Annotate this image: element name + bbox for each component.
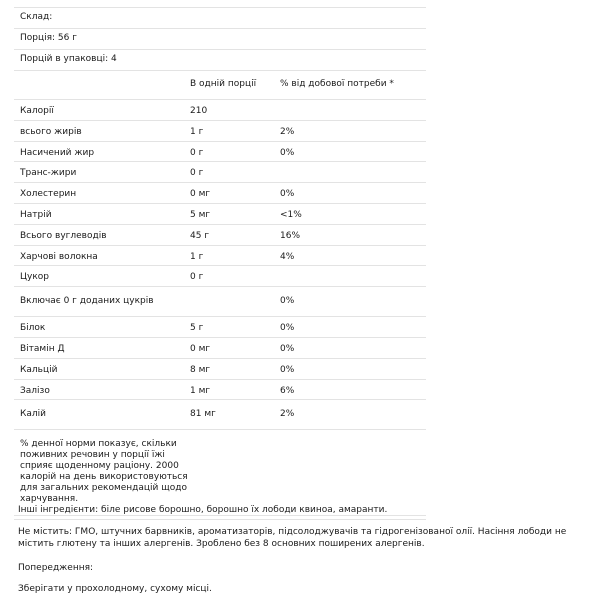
nutrient-daily-value: <1% bbox=[280, 209, 302, 220]
nutrient-row-calcium bbox=[14, 359, 426, 380]
nutrient-amount: 0 мг bbox=[190, 343, 211, 354]
daily-value-footnote: % денної норми показує, скільки поживних речовин у порції їжі сприяє щоденному раціону. 2000 калорій на день використовуються для загальних рекомендацій щодо харчування. bbox=[20, 439, 188, 505]
nutrient-row-total-fat bbox=[14, 121, 426, 142]
nutrient-row-total-carbohydrate bbox=[14, 225, 426, 246]
nutrient-name: Калорії bbox=[20, 106, 54, 116]
nutrient-amount: 1 г bbox=[190, 126, 204, 137]
nutrition-facts-table bbox=[14, 0, 426, 516]
nutrient-name: Натрій bbox=[20, 209, 52, 220]
nutrient-daily-value: 16% bbox=[280, 230, 301, 241]
nutrient-row-sugar bbox=[14, 266, 426, 287]
nutrient-row-saturated-fat bbox=[14, 142, 426, 163]
nutrient-daily-value: 0% bbox=[280, 343, 295, 354]
nutrient-name: Включає 0 г доданих цукрів bbox=[20, 296, 154, 307]
nutrient-amount: 210 bbox=[190, 106, 208, 116]
table-header-row bbox=[14, 71, 426, 100]
nutrient-daily-value: 0% bbox=[280, 189, 295, 200]
nutrient-name: Калій bbox=[20, 409, 47, 420]
composition-row bbox=[14, 8, 426, 29]
nutrient-daily-value: 0% bbox=[280, 147, 295, 158]
nutrient-row-protein bbox=[14, 317, 426, 338]
nutrient-row-added-sugars bbox=[14, 287, 426, 317]
nutrient-daily-value: 6% bbox=[280, 385, 295, 396]
nutrient-name: Вітамін Д bbox=[20, 343, 65, 354]
ingredients-divider bbox=[14, 519, 426, 520]
footnote-row bbox=[14, 430, 426, 516]
nutrient-amount: 1 мг bbox=[190, 385, 211, 396]
nutrient-daily-value: 0% bbox=[280, 364, 295, 375]
nutrient-amount: 0 г bbox=[190, 147, 204, 158]
nutrient-amount: 0 г bbox=[190, 168, 204, 179]
nutrient-daily-value: 2% bbox=[280, 126, 295, 137]
top-divider bbox=[14, 0, 426, 8]
nutrient-amount: 0 мг bbox=[190, 189, 211, 200]
nutrient-name: Залізо bbox=[20, 385, 50, 396]
nutrient-name: Кальцій bbox=[20, 364, 58, 375]
nutrient-daily-value: 2% bbox=[280, 409, 295, 420]
serving-size: Порція: 56 г bbox=[20, 33, 77, 43]
nutrient-daily-value: 0% bbox=[280, 323, 295, 334]
nutrient-name: всього жирів bbox=[20, 126, 82, 137]
nutrient-amount: 8 мг bbox=[190, 364, 211, 375]
nutrient-row-sodium bbox=[14, 204, 426, 225]
nutrient-row-potassium bbox=[14, 400, 426, 430]
nutrient-name: Холестерин bbox=[20, 189, 77, 200]
nutrient-name: Цукор bbox=[20, 272, 49, 283]
nutrient-name: Транс-жири bbox=[20, 168, 77, 179]
nutrient-row-calories bbox=[14, 100, 426, 121]
daily-value-header: % від добової потреби * bbox=[280, 79, 394, 89]
nutrient-amount: 5 мг bbox=[190, 209, 211, 220]
servings-per-package: Порцій в упаковці: 4 bbox=[20, 54, 117, 64]
other-ingredients: Інші інгредієнти: біле рисове борошно, борошно їх лободи квиноа, амаранти. bbox=[18, 505, 388, 515]
composition-label: Склад: bbox=[20, 12, 53, 22]
nutrient-daily-value: 4% bbox=[280, 251, 295, 262]
nutrient-amount: 0 г bbox=[190, 272, 204, 283]
nutrient-row-vitamin-d bbox=[14, 338, 426, 359]
nutrient-name: Насичений жир bbox=[20, 147, 95, 158]
nutrient-row-iron bbox=[14, 380, 426, 401]
nutrient-name: Харчові волокна bbox=[20, 251, 98, 262]
storage-instructions: Зберігати у прохолодному, сухому місці. bbox=[18, 584, 212, 594]
serving-size-row bbox=[14, 29, 426, 50]
nutrient-amount: 45 г bbox=[190, 230, 210, 241]
nutrient-row-trans-fat bbox=[14, 162, 426, 183]
servings-per-package-row bbox=[14, 50, 426, 71]
nutrient-name: Всього вуглеводів bbox=[20, 230, 107, 241]
nutrient-daily-value: 0% bbox=[280, 296, 295, 307]
allergen-statement: Не містить: ГМО, штучних барвників, ароматизаторів, підсолоджувачів та гідрогенізованої олії. Насіння лободи не містить глютену та інших алергенів. Зроблено без 8 основних поширених алергенів. bbox=[18, 527, 567, 549]
nutrient-row-cholesterol bbox=[14, 183, 426, 204]
nutrient-amount: 1 г bbox=[190, 251, 204, 262]
nutrient-row-dietary-fiber bbox=[14, 246, 426, 267]
nutrient-name: Білок bbox=[20, 323, 46, 334]
nutrient-amount: 5 г bbox=[190, 323, 204, 334]
nutrient-amount: 81 мг bbox=[190, 409, 216, 420]
per-serving-header: В одній порції bbox=[190, 79, 257, 89]
warning-title: Попередження: bbox=[18, 563, 94, 573]
